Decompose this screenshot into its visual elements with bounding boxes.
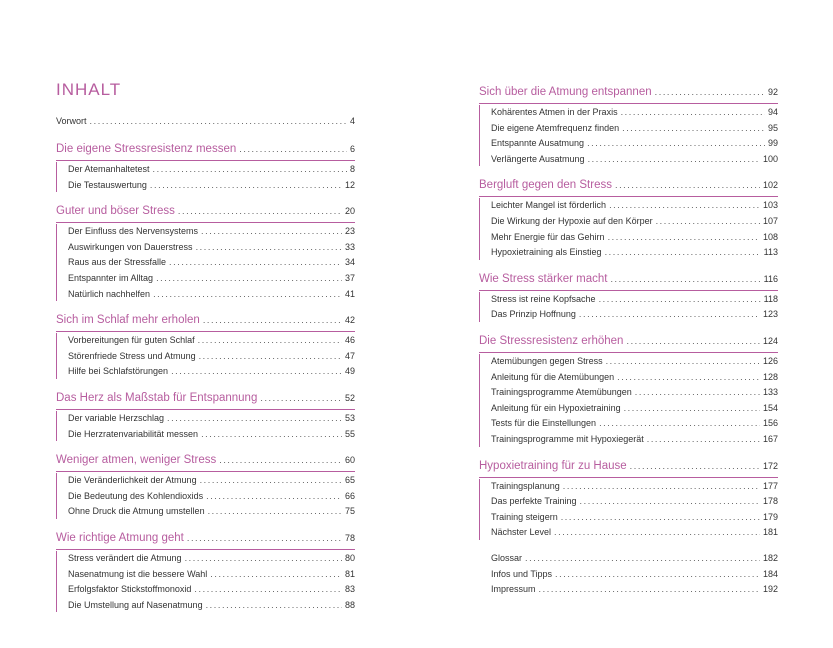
toc-subentry[interactable] <box>56 226 355 236</box>
toc-subentry[interactable] <box>479 356 778 366</box>
toc-entry-title: Sich über die Atmung entspannen <box>479 86 652 98</box>
dot-leader <box>555 569 760 579</box>
toc-page-number: 126 <box>762 356 778 366</box>
section-bar <box>479 105 480 166</box>
toc-page-number: 99 <box>767 138 778 149</box>
toc-entry-title: Hilfe bei Schlafstörungen <box>68 366 169 377</box>
toc-subentry[interactable] <box>479 309 778 319</box>
toc-entry-title: Sich im Schlaf mehr erholen <box>56 314 200 327</box>
section-bar <box>56 473 57 519</box>
toc-subentry[interactable] <box>479 294 778 304</box>
toc-page-number: 83 <box>344 584 355 595</box>
toc-entry-title: Bergluft gegen den Stress <box>479 179 612 192</box>
chapter-rule <box>56 222 355 223</box>
toc-backmatter-entry[interactable] <box>479 569 778 579</box>
toc-entry-title: Weniger atmen, weniger Stress <box>56 454 217 467</box>
toc-subentry[interactable] <box>56 366 355 376</box>
toc-entry-title: Trainingsprogramme mit Hypoxiegerät <box>491 434 644 444</box>
toc-page-number: 154 <box>762 402 778 413</box>
dot-leader <box>203 315 342 325</box>
dot-leader <box>206 600 342 610</box>
dot-leader <box>599 294 761 304</box>
toc-entry-title: Störenfriede Stress und Atmung <box>68 350 196 361</box>
dot-leader <box>199 351 342 361</box>
section-bar <box>56 162 57 192</box>
dot-leader <box>194 584 342 594</box>
toc-subentry[interactable] <box>56 491 355 501</box>
toc-page-number: 65 <box>344 475 355 486</box>
toc-subentry[interactable] <box>56 413 355 423</box>
toc-entry-title: Nächster Level <box>491 527 552 538</box>
toc-subentry[interactable] <box>56 289 355 299</box>
dot-leader <box>609 200 760 210</box>
toc-page-number: 75 <box>344 506 355 517</box>
toc-chapter[interactable] <box>56 392 355 404</box>
toc-entry-title: Entspannter im Alltag <box>68 273 154 283</box>
toc-backmatter-entry[interactable] <box>479 553 778 563</box>
dot-leader <box>539 584 760 594</box>
dot-leader <box>626 336 760 346</box>
toc-subentry[interactable] <box>479 232 778 242</box>
toc-entry-title: Guter und böser Stress <box>56 205 175 218</box>
dot-leader <box>617 372 760 382</box>
dot-leader <box>153 289 342 299</box>
dot-leader <box>153 164 347 174</box>
chapter-rule <box>56 331 355 332</box>
dot-leader <box>647 434 760 444</box>
toc-page-number: 100 <box>762 153 778 164</box>
toc-entry-title: Hypoxietraining für zu Hause <box>479 459 627 472</box>
toc-subentry[interactable] <box>479 200 778 210</box>
toc-page-number: 52 <box>344 393 355 403</box>
toc-page-number: 80 <box>344 553 355 563</box>
toc-page-number: 42 <box>344 315 355 326</box>
dot-leader <box>260 393 342 403</box>
toc-entry-title: Das Prinzip Hoffnung <box>491 309 576 320</box>
toc-entry-title: Der variable Herzschlag <box>68 413 165 423</box>
toc-page-number: 88 <box>344 599 355 610</box>
toc-page-number: 116 <box>763 273 778 284</box>
toc-entry-title: Vorwort <box>56 116 87 126</box>
toc-entry-title: Raus aus der Stressfalle <box>68 257 167 268</box>
dot-leader <box>178 206 342 216</box>
dot-leader <box>171 366 342 376</box>
toc-entry-title: Auswirkungen von Dauerstress <box>68 241 193 252</box>
toc-page-number: 181 <box>762 527 778 538</box>
toc-subentry[interactable] <box>479 434 778 444</box>
toc-subentry[interactable] <box>479 154 778 164</box>
dot-leader <box>610 274 760 284</box>
dot-leader <box>606 356 760 366</box>
toc-entry-title: Die Wirkung der Hypoxie auf den Körper <box>491 216 653 226</box>
chapter-rule <box>56 409 355 410</box>
dot-leader <box>561 512 760 522</box>
toc-subentry[interactable] <box>479 372 778 382</box>
toc-entry-title: Natürlich nachhelfen <box>68 288 151 299</box>
toc-entry-title: Kohärentes Atmen in der Praxis <box>491 107 618 117</box>
toc-page-number: 12 <box>344 179 355 190</box>
toc-entry-title: Tests für die Einstellungen <box>491 418 597 429</box>
dot-leader <box>554 527 760 537</box>
toc-entry-title: Stress ist reine Kopfsache <box>491 293 596 304</box>
toc-subentry[interactable] <box>479 527 778 537</box>
toc-page-number: 133 <box>762 387 778 398</box>
toc-entry-title: Mehr Energie für das Gehirn <box>491 231 605 242</box>
toc-page-number: 118 <box>763 293 778 304</box>
toc-subentry[interactable] <box>56 506 355 516</box>
section-bar <box>56 333 57 379</box>
toc-page-number: 37 <box>344 273 355 283</box>
toc-entry-title: Die Herzratenvariabilität messen <box>68 428 199 439</box>
toc-subentry[interactable] <box>56 475 355 485</box>
toc-chapter[interactable] <box>479 179 778 191</box>
section-bar <box>479 198 480 259</box>
toc-entry-title: Die Bedeutung des Kohlendioxids <box>68 490 204 501</box>
toc-subentry[interactable] <box>479 216 778 226</box>
toc-page-number: 179 <box>762 511 778 522</box>
dot-leader <box>150 180 342 190</box>
toc-entry-title: Ohne Druck die Atmung umstellen <box>68 506 205 517</box>
toc-chapter[interactable] <box>56 454 355 466</box>
toc-entry-title: Die eigene Stressresistenz messen <box>56 143 237 155</box>
toc-page-number: 156 <box>762 418 778 429</box>
toc-page-number: 41 <box>344 288 355 299</box>
toc-entry-title: Vorbereitungen für guten Schlaf <box>68 335 195 346</box>
toc-subentry[interactable] <box>56 335 355 345</box>
toc-chapter[interactable] <box>479 335 778 347</box>
toc-entry-title: Der Einfluss des Nervensystems <box>68 226 199 237</box>
toc-entry-title: Anleitung für ein Hypoxietraining <box>491 402 621 413</box>
toc-page-number: 108 <box>762 231 778 242</box>
toc-entry-title: Die Stressresistenz erhöhen <box>479 335 624 347</box>
toc-page-number: 192 <box>762 584 778 595</box>
dot-leader <box>208 506 342 516</box>
toc-page-number: 81 <box>344 568 355 579</box>
toc-subentry[interactable] <box>479 418 778 428</box>
toc-subentry[interactable] <box>479 107 778 117</box>
dot-leader <box>587 138 765 148</box>
toc-subentry[interactable] <box>479 138 778 148</box>
toc-page-number: 55 <box>344 428 355 439</box>
dot-leader <box>615 180 760 190</box>
toc-entry-title: Die Veränderlichkeit der Atmung <box>68 475 197 486</box>
toc-page-number: 34 <box>344 257 355 268</box>
toc-entry-title: Die Umstellung auf Nasenatmung <box>68 599 203 610</box>
toc-subentry[interactable] <box>56 569 355 579</box>
dot-leader <box>169 257 342 267</box>
toc-page-number: 167 <box>762 434 778 444</box>
page-title: INHALT <box>56 80 122 99</box>
toc-entry-title: Anleitung für die Atemübungen <box>491 371 615 382</box>
toc-entry-title: Trainingsprogramme Atemübungen <box>491 387 632 398</box>
section-bar <box>56 411 57 441</box>
dot-leader <box>525 553 760 563</box>
dot-leader <box>201 429 342 439</box>
dot-leader <box>187 533 342 543</box>
toc-subentry[interactable] <box>56 180 355 190</box>
toc-entry-title: Impressum <box>491 584 536 595</box>
toc-entry-title: Erfolgsfaktor Stickstoffmonoxid <box>68 584 192 595</box>
toc-page-number: 20 <box>344 206 355 217</box>
dot-leader <box>206 491 342 501</box>
toc-chapter[interactable] <box>56 143 355 155</box>
dot-leader <box>239 144 347 154</box>
dot-leader <box>608 232 760 242</box>
toc-entry-title: Die Testauswertung <box>68 179 147 190</box>
toc-page-number: 113 <box>763 247 778 258</box>
dot-leader <box>588 154 760 164</box>
toc-page-number: 66 <box>344 490 355 501</box>
dot-leader <box>167 413 342 423</box>
chapter-rule <box>479 196 778 197</box>
dot-leader <box>624 403 760 413</box>
toc-page-number: 60 <box>344 455 355 466</box>
dot-leader <box>198 335 342 345</box>
toc-page-number: 182 <box>762 553 778 563</box>
dot-leader <box>622 123 765 133</box>
toc-subentry[interactable] <box>56 242 355 252</box>
toc-entry-title: Der Atemanhaltetest <box>68 164 150 174</box>
toc-entry-title: Trainingsplanung <box>491 480 560 491</box>
dot-leader <box>200 475 342 485</box>
toc-entry[interactable] <box>56 116 355 126</box>
toc-page-number: 107 <box>762 216 778 226</box>
toc-entry-title: Infos und Tipps <box>491 568 553 579</box>
toc-subentry[interactable] <box>479 496 778 506</box>
toc-entry-title: Hypoxietraining als Einstieg <box>491 247 602 258</box>
toc-entry-title: Verlängerte Ausatmung <box>491 153 585 164</box>
toc-page-number: 184 <box>762 568 778 579</box>
dot-leader <box>621 107 765 117</box>
toc-entry-title: Entspannte Ausatmung <box>491 138 585 149</box>
toc-subentry[interactable] <box>479 403 778 413</box>
dot-leader <box>201 226 342 236</box>
toc-subentry[interactable] <box>56 553 355 563</box>
toc-subentry[interactable] <box>479 387 778 397</box>
toc-page-number: 33 <box>344 241 355 252</box>
toc-chapter[interactable] <box>479 273 778 285</box>
toc-entry-title: Training steigern <box>491 511 558 522</box>
dot-leader <box>579 309 760 319</box>
toc-subentry[interactable] <box>56 351 355 361</box>
toc-chapter[interactable] <box>56 532 355 544</box>
toc-subentry[interactable] <box>479 512 778 522</box>
toc-page-number: 23 <box>344 226 355 237</box>
chapter-rule <box>479 477 778 478</box>
toc-entry-title: Die eigene Atemfrequenz finden <box>491 122 620 133</box>
toc-entry-title: Das Herz als Maßstab für Entspannung <box>56 392 258 404</box>
dot-leader <box>219 455 342 465</box>
toc-page-number: 46 <box>344 335 355 346</box>
toc-subentry[interactable] <box>56 257 355 267</box>
toc-entry-title: Atemübungen gegen Stress <box>491 356 603 366</box>
dot-leader <box>656 216 760 226</box>
toc-page-number: 102 <box>762 180 778 191</box>
toc-chapter[interactable] <box>56 205 355 217</box>
dot-leader <box>156 273 342 283</box>
chapter-rule <box>56 549 355 550</box>
dot-leader <box>196 242 342 252</box>
toc-subentry[interactable] <box>56 584 355 594</box>
toc-entry-title: Wie Stress stärker macht <box>479 272 608 285</box>
toc-subentry[interactable] <box>56 273 355 283</box>
toc-page-number: 47 <box>344 350 355 361</box>
toc-chapter[interactable] <box>479 86 778 98</box>
chapter-rule <box>479 103 778 104</box>
toc-entry-title: Nasenatmung ist die bessere Wahl <box>68 568 208 579</box>
toc-subentry[interactable] <box>56 164 355 174</box>
toc-backmatter-entry[interactable] <box>479 584 778 594</box>
section-bar <box>56 551 57 612</box>
dot-leader <box>635 387 760 397</box>
toc-entry-title: Leichter Mangel ist förderlich <box>491 200 607 211</box>
toc-entry-title: Stress verändert die Atmung <box>68 553 182 563</box>
toc-subentry[interactable] <box>56 429 355 439</box>
toc-page-number: 178 <box>762 496 778 507</box>
dot-leader <box>599 418 760 428</box>
chapter-rule <box>479 290 778 291</box>
dot-leader <box>630 461 760 471</box>
section-bar <box>56 224 57 301</box>
section-bar <box>479 354 480 447</box>
toc-page-number: 4 <box>349 116 355 126</box>
toc-page-number: 124 <box>762 336 778 346</box>
chapter-rule <box>56 471 355 472</box>
toc-page-number: 49 <box>344 366 355 377</box>
toc-page-number: 103 <box>762 200 778 211</box>
dot-leader <box>210 569 342 579</box>
dot-leader <box>580 496 760 506</box>
chapter-rule <box>56 160 355 161</box>
section-bar <box>479 292 480 322</box>
toc-page-number: 94 <box>767 107 778 117</box>
dot-leader <box>185 553 342 563</box>
toc-entry-title: Glossar <box>491 553 523 563</box>
chapter-rule <box>479 352 778 353</box>
toc-subentry[interactable] <box>56 600 355 610</box>
toc-entry-title: Das perfekte Training <box>491 496 577 507</box>
toc-page-number: 172 <box>762 460 778 471</box>
toc-page-number: 6 <box>349 144 355 154</box>
toc-page-number: 128 <box>762 371 778 382</box>
toc-page-number: 92 <box>767 87 778 97</box>
toc-chapter[interactable] <box>56 314 355 326</box>
dot-leader <box>563 481 760 491</box>
dot-leader <box>90 116 347 126</box>
toc-subentry[interactable] <box>479 123 778 133</box>
toc-subentry[interactable] <box>479 481 778 491</box>
toc-page-number: 8 <box>349 164 355 174</box>
toc-subentry[interactable] <box>479 247 778 257</box>
toc-page-number: 53 <box>344 413 355 423</box>
toc-page-number: 95 <box>767 122 778 133</box>
toc-entry-title: Wie richtige Atmung geht <box>56 532 184 544</box>
toc-page-number: 78 <box>344 533 355 543</box>
toc-chapter[interactable] <box>479 460 778 472</box>
section-bar <box>479 479 480 540</box>
toc-page-number: 177 <box>762 480 778 491</box>
dot-leader <box>655 87 765 97</box>
dot-leader <box>605 247 761 257</box>
toc-page-number: 123 <box>762 309 778 320</box>
